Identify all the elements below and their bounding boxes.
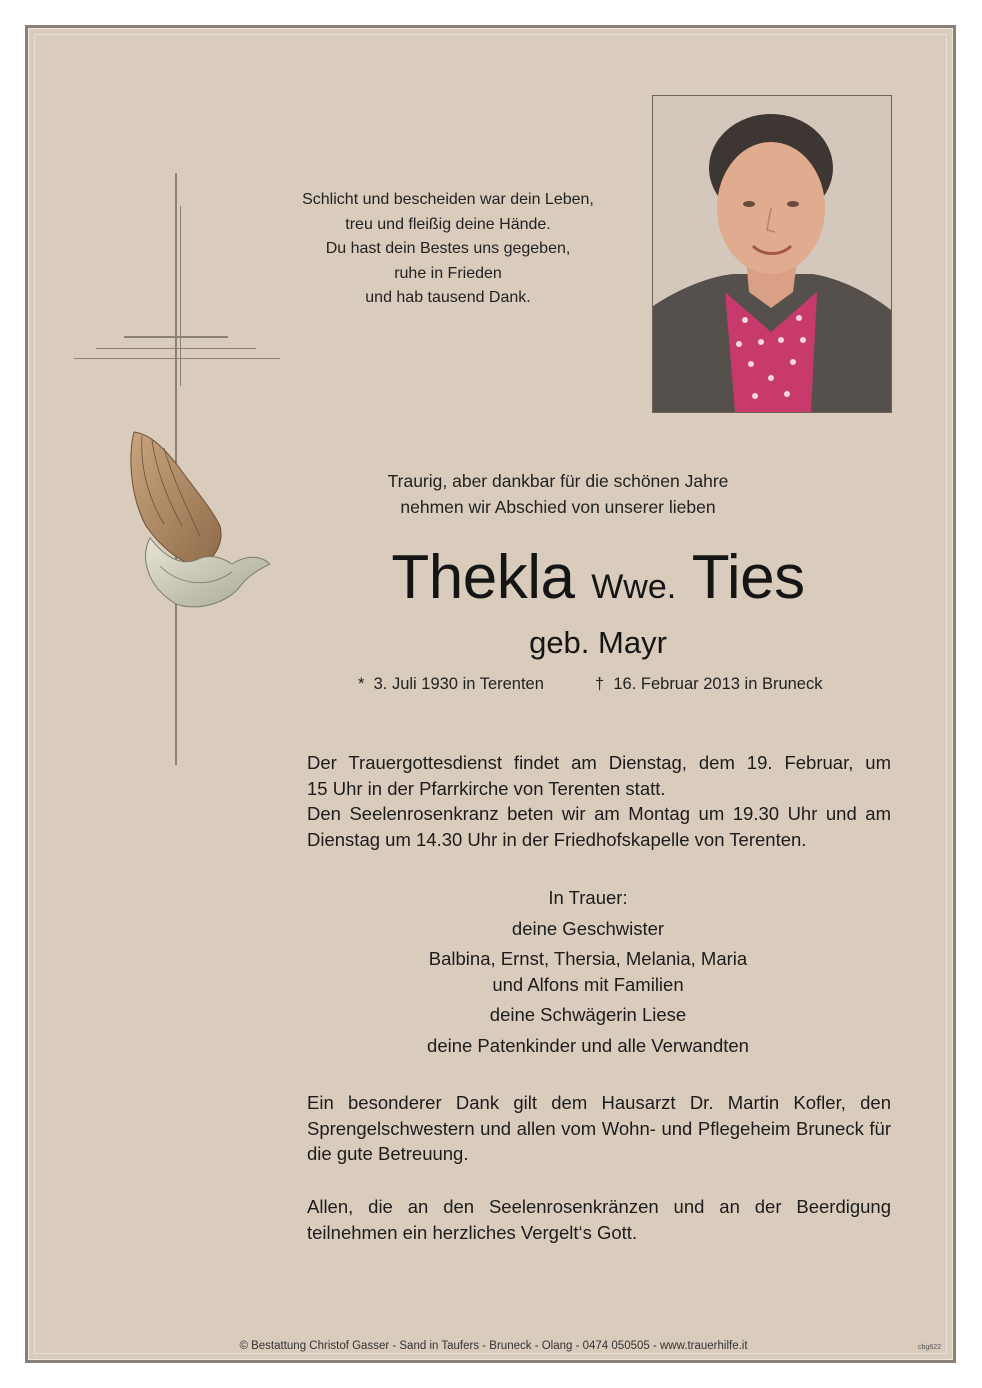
service-line: Der Trauergottesdienst findet am Dienstag, dem 19. Februar, um [307,752,891,773]
birth-date [358,672,544,696]
intro-line: nehmen wir Abschied von unserer lieben [400,496,716,517]
death-symbol: † [595,675,605,693]
poem-line: und hab tausend Dank. [365,289,531,306]
poem-line: Schlicht und bescheiden war dein Leben, [302,191,594,208]
poem-line: ruhe in Frieden [394,264,502,282]
first-name: Thekla [391,543,575,612]
template-code: cbg622 [918,1344,941,1351]
thanks-line: Sprengelschwestern und allen vom Wohn- und Pflegeheim Bruneck für [307,1117,891,1139]
service-line: Den Seelenrosenkranz beten wir am Montag um 19.30 Uhr und am [307,803,891,824]
mourner-line: deine Geschwister [511,917,665,939]
mourner-line: und Alfons mit Familien [492,973,684,995]
service-line: 15 Uhr in der Pfarrkirche von Terenten statt. [307,777,666,799]
closing-line: teilnehmen ein herzliches Vergelt‘s Gott. [307,1221,638,1243]
deceased-name [308,541,888,624]
birth-text: 3. Juli 1930 in Terenten [373,675,544,693]
obituary-card [25,25,956,1363]
mourners-list [358,885,818,1058]
mourners-heading: In Trauer: [548,887,628,908]
intro-line: Traurig, aber dankbar für die schönen Jahre [387,471,729,491]
mourner-line: Balbina, Ernst, Thersia, Melania, Maria [428,948,748,969]
service-paragraph [307,750,891,852]
service-line: Dienstag um 14.30 Uhr in der Friedhofskapelle von Terenten. [307,828,807,850]
birth-symbol: * [358,675,365,693]
poem-line: treu und fleißig deine Hände. [345,215,551,233]
widow-marker: Wwe. [591,568,677,606]
closing-line: Allen, die an den Seelenrosenkränzen und an der Beerdigung [307,1196,891,1217]
thanks-line: die gute Betreuung. [307,1143,469,1164]
mourner-line: deine Patenkinder und alle Verwandten [427,1034,749,1056]
last-name: Ties [691,543,805,612]
mourner-line: deine Schwägerin Liese [489,1004,687,1025]
intro-text [358,469,758,520]
thanks-line: Ein besonderer Dank gilt dem Hausarzt Dr. Martin Kofler, den [307,1092,891,1113]
footer-credit: © Bestattung Christof Gasser - Sand in Taufers - Bruneck - Olang - 0474 050505 - www.trauerhilfe.it [239,1340,748,1352]
poem [298,188,598,311]
birth-name: geb. Mayr [529,625,667,660]
portrait-photo [652,95,892,413]
death-text: 16. Februar 2013 in Bruneck [613,675,823,693]
death-date [595,672,823,696]
praying-hands-icon [120,426,270,611]
closing-paragraph [307,1194,891,1245]
thanks-paragraph [307,1090,891,1167]
poem-line: Du hast dein Bestes uns gegeben, [325,240,571,257]
